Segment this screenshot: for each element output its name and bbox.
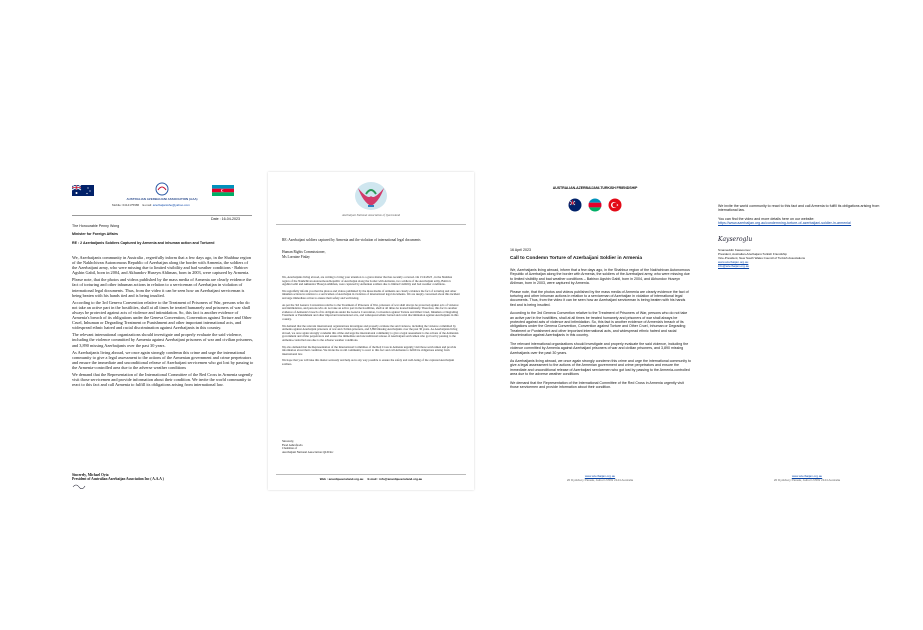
letter-date: 16 April 2023 xyxy=(510,248,531,252)
letter-date: Date : 16-04-2023 xyxy=(211,217,240,221)
org-caption: Azerbaijani National Association of Queensland xyxy=(341,213,401,217)
paragraph: As Azerbaijanis living abroad, we once again strongly condemn this crime and urge the international community to give a legal assessment to the actions of the Armenian government and crime perpetrators and ensure the immediate and unconditional release of Azerbaijani servicemen who got lost by passing to the Armenia-controlled area due to the adverse weather conditions xyxy=(510,358,691,377)
signer-org: Azerbaijani National Association QLD Inc xyxy=(282,449,334,454)
letter-body xyxy=(72,255,254,473)
footer-address: 20 Dydsbury Parade, Auburn NSW 2144 Australia xyxy=(773,478,841,482)
divider xyxy=(276,474,466,475)
handwritten-signature: Kayseroglu xyxy=(718,236,753,243)
footer-url-link[interactable]: www.azerbaijan.org.au xyxy=(791,474,823,478)
paragraph: We, Azerbaijanis living abroad, inform that a few days ago, in the Shahbuz region of the Nakhchivan Autonomous Republic of Azerbaijan along the border with Armenia, the soldiers of the Azerbaijani army, who were missing due to limited visibility and bad weather conditions – Babirov Agshin Gabil, born in 2004, and Akhundov Huseyn Ahliman, born in 2003, were captured by Armenia. xyxy=(510,268,690,286)
signer-line: President, Australian-Azerbaijani-Turkish Friendship xyxy=(718,252,787,256)
footer-address: 20 Dydsbury Parade, Auburn NSW 2144 Australia xyxy=(566,478,634,482)
anaq-bird-logo-icon xyxy=(346,176,396,214)
paragraph: We regretfully inform you that the photos and videos published by the mass media of Armenia are clearly evidence the fact of torturing and other inhuman actions in relation to a serviceman of Azerbaijan in violation of international legal documents. We are deeply concerned about this incident and urge immediate action to ensure their safety and well-being. xyxy=(282,288,460,300)
letter-title: Call to Condemn Torture of Azerbaijani Soldier in Armenia xyxy=(510,256,643,261)
recipient-title: Minister for Foreign Affairs xyxy=(72,232,118,237)
paragraph: We also demand that the Representation of the International Committee of the Red Cross in Armenia urgently visit those servicemen and provide information about their condition. We invite the world community to react to this fact and call Armenia to fulfill its obligations arising from international law. xyxy=(282,344,457,356)
australia-flag-icon xyxy=(568,198,582,212)
footer-url-link[interactable]: www.azerbaijan.org.au xyxy=(584,474,616,478)
signer-title: Chairman of xyxy=(282,446,298,451)
signer-website-link[interactable]: www.azerbaijan.org.au xyxy=(718,260,749,264)
signature-scribble-icon xyxy=(72,483,88,489)
paragraph: As per the 3rd Geneva Convention relative to the Treatment of Prisoners of War, prisoners of war shall always be protected against acts of violence and intimidation, and persons who do not take an active part in the hostilities, shall at all times be treated humanely. Therefore, this fact is another evidence of Armenia's breach of its obligations under the Geneva Convention, Convention against Torture and Other Cruel, Inhuman or Degrading Treatment or Punishment and other important international acts, and widespread ethnic hatred and racial discrimination against Azerbaijanis in this country. xyxy=(282,302,459,321)
paragraph: Please note, that the photos and videos published by the mass media of Armenia are clearly evidence the fact of torturing and other inhuman actions in relation to a serviceman of Azerbaijan in violation of international legal documents. Thus, from the video it can be seen how an Azerbaijani serviceman is being beaten with his hands tied and is being insulted. xyxy=(510,289,689,307)
subject-line: RE : 2 Azerbaijanis Soldiers Captured by Armenia and inhuman action and Tortured xyxy=(72,240,215,245)
paragraph: We, Azerbaijanis community in Australia , regretfully inform that a few days ago, in the Shahbuz region of the Nakhchivan Autonomous Republic of Azerbaijan along the border with Armenia, the soldiers of the Azerbaijani army, who were missing due to limited visibility and bad weather conditions - Babirov Agshin Gabil, born in 2004, and Akhundov Huseyn Ahliman, born in 2003, were captured by Armenia. xyxy=(72,255,251,276)
closing: Sincerely, xyxy=(282,439,294,443)
paragraph: We demand that the Representation of the International Committee of the Red Cross in Armenia urgently visit those servicemen and provide information about their condition. We invite the world community to react to this fact and call Armenia to fulfill its obligations arising from international law. xyxy=(72,371,253,388)
australia-flag-icon xyxy=(72,185,94,196)
paragraph: According to the 3rd Geneva Convention relative to the Treatment of Prisoners of War, persons who do not take an active part in the hostilities, shall at all times be treated humanely and prisoners of war shall always be protected against acts of violence and intimidation. So, this fact is another evidence of Armenia's breach of its obligations under the Geneva Convention, Convention against Torture and Other Cruel, Inhuman or Degrading Treatment or Punishment and other important international acts, and widespread ethnic hatred and racial discrimination against Azerbaijanis in this country. xyxy=(72,299,252,331)
paragraph: We hope that you will take this matter seriously and help us in any way possible to ensure the safety and well-being of the captured Azerbaijani soldiers. xyxy=(282,358,455,366)
divider xyxy=(72,215,252,216)
signer-name: Fuad Ashrafzoda xyxy=(282,442,303,447)
website-link[interactable]: https://www.azerbaijan.org.au/condemning-torture-of-azerbaijani-soldier-in-armenia/ xyxy=(718,221,852,226)
signer-email-link[interactable]: info@azerbaijan.org.au xyxy=(718,264,750,268)
letter-page-aaa xyxy=(62,172,262,490)
divider xyxy=(276,224,466,225)
letter-page-anaq xyxy=(268,172,474,490)
closing-title: President of Australian Azerbaijan Association Inc ( A.A.A ) xyxy=(72,477,164,482)
recipient: Human Rights Commissioner, xyxy=(282,250,326,255)
association-emblem-icon xyxy=(153,182,171,196)
closing-signature: Sincerely, Michael Oyta xyxy=(72,473,109,477)
recipient-name: Ms Lorraine Finlay xyxy=(282,254,310,259)
recipient: The Honourable Penny Wong xyxy=(72,224,120,228)
paragraph: We, Azerbaijanis living abroad, are writing to bring your attention to a grave matter that has recently occurred. On 15/4/2023 , in the Shahbuz region of the Nakhchivan Autonomous Republic of Azerbaijan along the border with Armenia, two soldiers of the Azerbaijani army, Babirov Agshin Gabil and Akhundov Huseyn Ahliman, were captured by Armenian soldiers due to limited visibility and bad weather conditions. xyxy=(282,276,453,287)
paragraph: As Azerbaijanis living abroad, we once again strongly condemn this crime and urge the international community to give a legal assessment to the actions of the Armenian government and crime perpetrators and ensure the immediate and unconditional release of Azerbaijani servicemen who got lost by passing to the Armenia-controlled area due to the adverse weather conditions xyxy=(72,349,254,370)
paragraph: We invite the world community to react to this fact and call Armenia to fulfill its obligations arising from international law. xyxy=(718,204,880,213)
paragraph: The relevant international organizations should investigate and properly evaluate the said violence, including the violence committed by Armenia against Azerbaijani prisoners of war and civilian prisoners, and 3,890 missing Azerbaijanis over the past 30 years. xyxy=(72,332,254,348)
letter-body xyxy=(282,276,460,436)
contact-value: 0414175986 xyxy=(122,203,140,207)
subject-line: RE: Azerbaijani soldiers captured by Armenia and the violation of international legal documents xyxy=(282,238,421,242)
paragraph: The relevant international organizations should investigate and properly evaluate the said violence, including the violence committed by Armenia against Azerbaijani prisoners of war and civilian prisoners, and 3,890 missing Azerbaijanis over the past 30 years. xyxy=(510,341,689,355)
paragraph: We demand that the relevant international organizations investigate and properly evaluate the said violence, including the violence committed by Armenia against Azerbaijani prisoners of war and civilian prisoners, and 3,890 missing Azerbaijanis over the past 30 years. As Azerbaijanis living abroad, we once again strongly condemn this crime and urge the international community to give a legal assessment to the actions of the Armenian government and crime perpetrators and ensure the immediate and unconditional release of Azerbaijani servicemen who got lost by passing to the Armenia-controlled area due to the adverse weather conditions. xyxy=(282,323,459,342)
signer-line: Vice-President, New South Wales Council of Turkish Associations xyxy=(718,256,806,260)
azerbaijan-flag-icon xyxy=(588,198,602,212)
turkey-flag-icon xyxy=(608,198,622,212)
paragraph: You can find the video and more details here on our website: xyxy=(718,216,815,221)
paragraph: We demand that the Representation of the International Committee of the Red Cross in Armenia urgently visit those servicemen and provide information about their condition. xyxy=(510,380,684,389)
azerbaijan-flag-icon xyxy=(212,185,234,196)
org-name: AUSTRALIAN AZERBAIJANI ASSOCIATION (AAA) xyxy=(126,197,198,201)
signer-name: Smameddin Kassoumov xyxy=(718,248,751,252)
contact-label: E-mail: xyxy=(142,203,152,207)
letter-body xyxy=(510,268,692,464)
letter-page-aatf-continued xyxy=(704,172,900,490)
paragraph: Please note, that the photos and videos published by the mass media of Armenia are clearly evidence the fact of torturing and other inhuman actions in relation to a serviceman of Azerbaijan in violation of international legal documents. Thus, from the video it can be seen how an Azerbaijani serviceman is being beaten with his hands tied and is being insulted. xyxy=(72,277,252,298)
footer-contact: Web : anaofqueensland.org.au E-mail : info@anaofqueensland.org.au xyxy=(319,477,423,481)
email-link[interactable]: azerbaijanishe@yahoo.com xyxy=(152,203,190,207)
paragraph: According to the 3rd Geneva Convention relative to the Treatment of Prisoners of War, persons who do not take an active part in the hostilities, shall at all times be treated humanely and prisoners of war shall always be protected against acts of violence and intimidation. So, this fact is another evidence of Armenia's breach of its obligations under the Geneva Convention, Convention against Torture and Other Cruel, Inhuman or Degrading Treatment or Punishment and other important international acts, and widespread ethnic hatred and racial discrimination against Azerbaijanis in this country. xyxy=(510,311,688,338)
letter-page-aatf xyxy=(490,172,704,490)
contact-label: Mobile: xyxy=(112,203,122,207)
org-name: AUSTRALIAN-AZERBAIJANI-TURKISH FRIENDSHIP xyxy=(552,186,638,190)
